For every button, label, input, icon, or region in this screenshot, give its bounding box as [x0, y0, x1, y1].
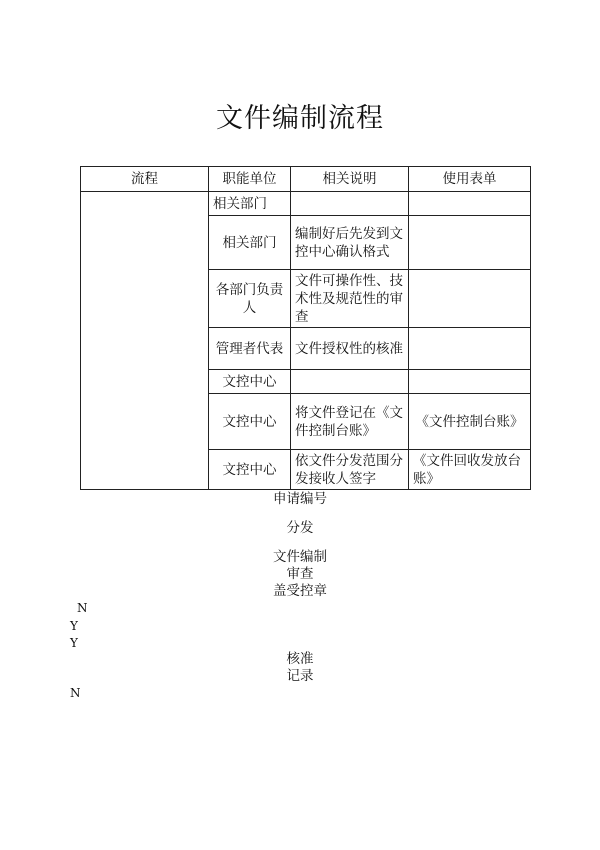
row-unit: 管理者代表 — [209, 328, 291, 370]
decision-y-label: Y — [70, 636, 78, 650]
flow-stamp: 盖受控章 — [273, 583, 327, 599]
row-form — [409, 270, 531, 328]
row-form — [409, 370, 531, 394]
row-form: 《文件控制台账》 — [409, 394, 531, 450]
row-form — [409, 216, 531, 270]
header-description: 相关说明 — [291, 167, 409, 192]
row-unit: 相关部门 — [209, 192, 291, 216]
flow-compile: 文件编制 — [273, 549, 327, 565]
header-process: 流程 — [81, 167, 209, 192]
row-description: 文件授权性的核准 — [291, 328, 409, 370]
table-row — [81, 192, 531, 216]
row-form — [409, 328, 531, 370]
decision-n-label: N — [77, 601, 88, 615]
flow-apply-number: 申请编号 — [273, 491, 327, 507]
flow-review: 审查 — [286, 566, 314, 582]
row-description: 将文件登记在《文件控制台账》 — [291, 394, 409, 450]
row-description: 编制好后先发到文控中心确认格式 — [291, 216, 409, 270]
row-description — [291, 192, 409, 216]
page-title: 文件编制流程 — [216, 103, 384, 134]
flow-record: 记录 — [286, 668, 314, 684]
row-unit: 各部门负责人 — [209, 270, 291, 328]
flow-distribute: 分发 — [286, 520, 314, 536]
header-unit: 职能单位 — [209, 167, 291, 192]
decision-y-label: Y — [70, 619, 78, 633]
header-form: 使用表单 — [409, 167, 531, 192]
row-unit: 文控中心 — [209, 370, 291, 394]
row-description: 依文件分发范围分发接收人签字 — [291, 450, 409, 490]
flow-approve: 核准 — [286, 651, 314, 667]
process-flow-cell — [81, 192, 209, 490]
row-form: 《文件回收发放台账》 — [409, 450, 531, 490]
row-unit: 文控中心 — [209, 450, 291, 490]
row-description: 文件可操作性、技术性及规范性的审查 — [291, 270, 409, 328]
table-header-row — [81, 167, 531, 192]
decision-n-label: N — [70, 686, 81, 700]
row-unit: 相关部门 — [209, 216, 291, 270]
row-unit: 文控中心 — [209, 394, 291, 450]
process-table — [80, 166, 531, 490]
row-form — [409, 192, 531, 216]
row-description — [291, 370, 409, 394]
